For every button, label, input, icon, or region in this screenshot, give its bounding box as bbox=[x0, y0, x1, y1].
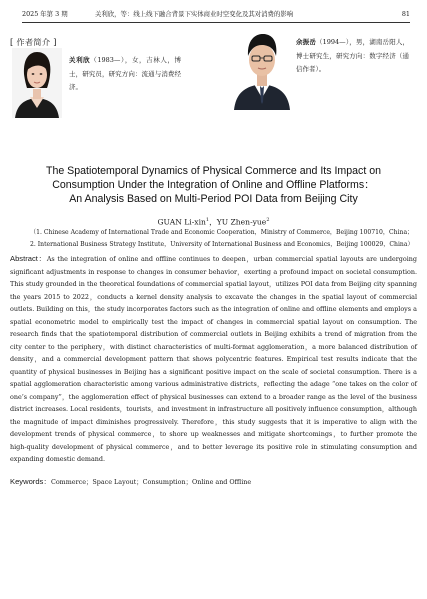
author1-bio bbox=[69, 54, 181, 95]
author2-bio-text: （1994—），男，湖南岳阳人，博士研究生，研究方向：数字经济（通信作者）。 bbox=[296, 38, 410, 73]
running-title: 关利欣，等：线上线下融合背景下实体商业时空变化及其对消费的影响 bbox=[95, 10, 294, 18]
author2-portrait bbox=[232, 28, 292, 110]
affiliation-1: （1. Chinese Academy of International Trade and Economic Cooperation，Ministry of Commerce，Beijing 100710，China； bbox=[30, 229, 414, 236]
abstract bbox=[10, 253, 417, 466]
author1-name: 关利欣 bbox=[69, 56, 91, 64]
affiliation-2: 2. International Business Strategy Institute，University of International Business and Economics，Beijing 100029，China） bbox=[30, 241, 414, 248]
page-number: 81 bbox=[401, 10, 410, 18]
abstract-label: Abstract： bbox=[10, 254, 47, 263]
title-line-3: An Analysis Based on Multi-Period POI Data from Beijing City bbox=[69, 193, 358, 205]
author2-bio bbox=[296, 36, 409, 77]
author1-portrait bbox=[12, 48, 62, 118]
author1-english: GUAN Li-xin bbox=[157, 217, 206, 227]
header-rule bbox=[22, 22, 410, 23]
author2-name: 余振岳 bbox=[296, 38, 316, 46]
author-line bbox=[0, 215, 427, 228]
keywords-label: Keywords： bbox=[10, 477, 51, 486]
author-separator: ， bbox=[209, 217, 217, 227]
author2-affil-mark: 2 bbox=[266, 217, 270, 223]
article-title bbox=[30, 164, 397, 206]
title-line-2: Consumption Under the Integration of Online and Offline Platforms： bbox=[52, 179, 375, 191]
author2-english: YU Zhen-yue bbox=[216, 217, 267, 227]
keywords-text: Commerce；Space Layout；Consumption；Online and Offline bbox=[50, 478, 252, 486]
keywords bbox=[10, 476, 417, 488]
author-intro-title: [ 作者简介 ] bbox=[10, 37, 57, 47]
title-line-1: The Spatiotemporal Dynamics of Physical Commerce and Its Impact on bbox=[45, 165, 382, 177]
abstract-text: As the integration of online and offline continues to deepen，urban commercial spatial layouts are undergoing significant adjustments in response to changes in consumer behavior，exerting a profound impact on societal consumption. This study grounded in the theoretical foundations of commercial spatial layout，utilizes POI data from Beijing city spanning the years 2015 to 2022，conducts a kernel density analysis to excavate the changes in the spatial layout of commercial outlets. Building on this，the study incorporates factors such as the integration of online and offline elements and employs a spatial econometric model to empirically test the impact of changes in commercial spatial layout on consumption. The research finds that the spatiotemporal distribution of commercial outlets in Beijing exhibits a trend of migration from the city center to the periphery，with distinct characteristics of multi-format agglomeration，a more balanced distribution of density，and a commercial development pattern that shows polycentric features. Empirical test results indicate that the quantity of physical businesses in Beijing has a significant positive impact on the scale of societal consumption. There is a spatial agglomeration characteristic among various administrative districts，reflecting the adage “one takes on the color of one’s company”，the agglomeration effect of physical businesses can extend to a broader range as the level of the business district increases. Local residents，tourists，and investment in infrastructure all positively influence consumption，although the magnitude of impact diminishes progressively. Therefore，this study suggests that it is imperative to align with the development trends of physical commerce，to shore up weaknesses and mitigate shortcomings，to further promote the high-quality development of physical commerce，and to better leverage its positive role in stimulating consumption and expanding domestic demand. bbox=[10, 255, 417, 463]
author1-affil-mark: 1 bbox=[205, 217, 210, 223]
running-header bbox=[22, 7, 410, 21]
issue-label: 2025 年第 3 期 bbox=[22, 10, 68, 18]
author1-bio-text: （1983—），女，吉林人，博士，研究员，研究方向：流通与消费经济。 bbox=[69, 56, 181, 91]
